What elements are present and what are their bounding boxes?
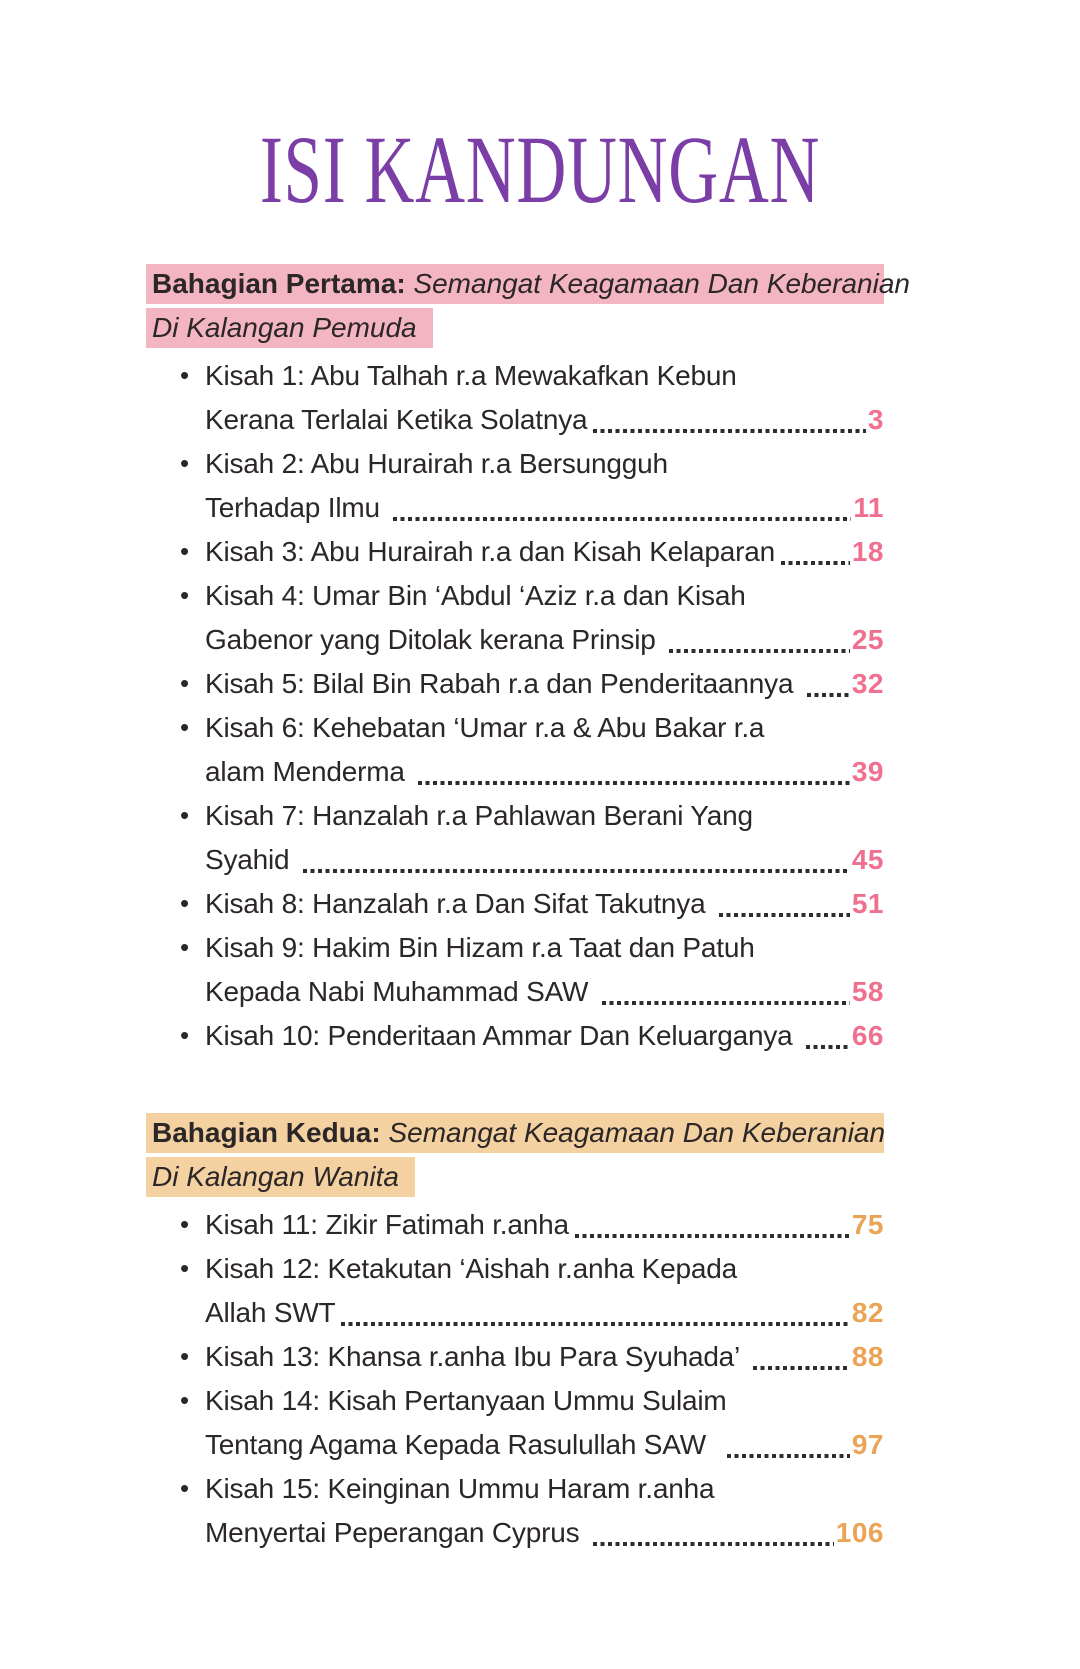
toc-item-line xyxy=(146,1511,884,1555)
toc-item-line xyxy=(146,1467,884,1511)
toc-item-text: Kisah 12: Ketakutan ‘Aishah r.anha Kepada xyxy=(205,1253,737,1284)
toc-content xyxy=(146,264,910,1555)
bullet-icon: • xyxy=(180,800,190,830)
toc-item-text: Kisah 3: Abu Hurairah r.a dan Kisah Kelaparan xyxy=(205,536,776,567)
page-number: 97 xyxy=(851,1429,884,1460)
toc-item-text: Gabenor yang Ditolak kerana Prinsip xyxy=(205,624,664,655)
dot-leader xyxy=(418,781,850,785)
bullet-icon: • xyxy=(180,668,190,698)
bullet-icon: • xyxy=(180,448,190,478)
bullet-icon: • xyxy=(180,1473,190,1503)
bullet-icon: • xyxy=(180,888,190,918)
toc-item-line xyxy=(146,530,884,574)
bullet-icon: • xyxy=(180,1209,190,1239)
toc-item-text: Kisah 5: Bilal Bin Rabah r.a dan Penderitaannya xyxy=(205,668,801,699)
page-number: 25 xyxy=(851,624,884,655)
toc-section-pertama xyxy=(146,264,910,1058)
toc-item-text: Kisah 4: Umar Bin ‘Abdul ‘Aziz r.a dan Kisah xyxy=(205,580,746,611)
toc-item-text: Allah SWT xyxy=(205,1297,336,1328)
page-number: 58 xyxy=(851,976,884,1007)
page-number: 11 xyxy=(853,492,884,523)
toc-item-line xyxy=(146,1423,884,1467)
bullet-icon: • xyxy=(180,1020,190,1050)
page-number: 82 xyxy=(851,1297,884,1328)
page-number: 18 xyxy=(851,536,884,567)
bullet-icon: • xyxy=(180,1385,190,1415)
toc-item-text: Kisah 13: Khansa r.anha Ibu Para Syuhada’ xyxy=(205,1341,747,1372)
toc-item-text: Menyertai Peperangan Cyprus xyxy=(205,1517,587,1548)
dot-leader xyxy=(341,1322,849,1326)
dot-leader xyxy=(593,1542,834,1546)
bullet-icon: • xyxy=(180,1341,190,1371)
toc-item-text: Kepada Nabi Muhammad SAW xyxy=(205,976,596,1007)
toc-item-line xyxy=(146,354,884,398)
page-number: 39 xyxy=(851,756,884,787)
dot-leader xyxy=(807,693,850,697)
bullet-icon: • xyxy=(180,360,190,390)
bullet-icon: • xyxy=(180,536,190,566)
toc-item-line xyxy=(146,1379,884,1423)
toc-item-line xyxy=(146,486,884,530)
page-number: 88 xyxy=(851,1341,884,1372)
dot-leader xyxy=(669,649,850,653)
section-heading-line1 xyxy=(146,264,910,304)
toc-item-line xyxy=(146,970,884,1014)
toc-item-text: Kisah 6: Kehebatan ‘Umar r.a & Abu Bakar r.a xyxy=(205,712,765,743)
toc-item-line xyxy=(146,662,884,706)
bullet-icon: • xyxy=(180,580,190,610)
dot-leader xyxy=(781,561,850,565)
dot-leader xyxy=(593,429,866,433)
dot-leader xyxy=(719,913,850,917)
toc-item-line xyxy=(146,926,884,970)
section-heading-line2 xyxy=(146,308,884,352)
section-heading-line1 xyxy=(146,1113,884,1153)
dot-leader xyxy=(727,1454,850,1458)
toc-item-text: Kisah 1: Abu Talhah r.a Mewakafkan Kebun xyxy=(205,360,737,391)
dot-leader xyxy=(806,1045,850,1049)
bullet-icon: • xyxy=(180,932,190,962)
section-heading-subtitle: Di Kalangan Wanita xyxy=(146,1157,415,1197)
toc-item-line xyxy=(146,618,884,662)
page-number: 3 xyxy=(867,404,884,435)
dot-leader xyxy=(393,517,851,521)
toc-item-text: Syahid xyxy=(205,844,297,875)
section-heading-subtitle: Di Kalangan Pemuda xyxy=(146,308,433,348)
section-heading-line2 xyxy=(146,1157,884,1201)
bullet-icon: • xyxy=(180,1253,190,1283)
toc-item-line xyxy=(146,574,884,618)
toc-item-line xyxy=(146,1291,884,1335)
toc-item-line xyxy=(146,442,884,486)
toc-item-line xyxy=(146,882,884,926)
toc-item-text: Kisah 10: Penderitaan Ammar Dan Keluarganya xyxy=(205,1020,801,1051)
toc-item-text: Kisah 8: Hanzalah r.a Dan Sifat Takutnya xyxy=(205,888,714,919)
toc-item-line xyxy=(146,750,884,794)
page-title: ISI KANDUNGAN xyxy=(259,116,821,223)
section-heading-italic: Semangat Keagamaan Dan Keberanian xyxy=(405,268,910,299)
toc-item-line xyxy=(146,398,884,442)
toc-item-text: Kisah 15: Keinginan Ummu Haram r.anha xyxy=(205,1473,715,1504)
page-number: 66 xyxy=(851,1020,884,1051)
page-number: 32 xyxy=(851,668,884,699)
section-heading-bold: Bahagian Pertama: xyxy=(152,268,406,299)
bullet-icon: • xyxy=(180,712,190,742)
dot-leader xyxy=(575,1234,850,1238)
toc-item-line xyxy=(146,706,884,750)
toc-item-text: Tentang Agama Kepada Rasulullah SAW xyxy=(205,1429,722,1460)
section-heading-italic: Semangat Keagamaan Dan Keberanian xyxy=(380,1117,886,1148)
section-heading-bold: Bahagian Kedua: xyxy=(152,1117,381,1148)
dot-leader xyxy=(753,1366,850,1370)
toc-item-text: Kisah 7: Hanzalah r.a Pahlawan Berani Yang xyxy=(205,800,753,831)
page-number: 45 xyxy=(851,844,884,875)
toc-item-text: Kisah 2: Abu Hurairah r.a Bersungguh xyxy=(205,448,668,479)
toc-item-line xyxy=(146,838,884,882)
toc-item-text: Kisah 11: Zikir Fatimah r.anha xyxy=(205,1209,569,1240)
toc-section-kedua xyxy=(146,1113,884,1555)
toc-item-line xyxy=(146,1014,884,1058)
toc-item-line xyxy=(146,1203,884,1247)
toc-item-text: Kisah 14: Kisah Pertanyaan Ummu Sulaim xyxy=(205,1385,727,1416)
toc-item-text: Terhadap Ilmu xyxy=(205,492,388,523)
toc-item-line xyxy=(146,1335,884,1379)
dot-leader xyxy=(602,1001,850,1005)
dot-leader xyxy=(303,869,850,873)
toc-item-line xyxy=(146,1247,884,1291)
page-number: 51 xyxy=(851,888,884,919)
toc-item-text: Kisah 9: Hakim Bin Hizam r.a Taat dan Patuh xyxy=(205,932,755,963)
page-number: 75 xyxy=(851,1209,884,1240)
toc-item-text: Kerana Terlalai Ketika Solatnya xyxy=(205,404,588,435)
toc-item-line xyxy=(146,794,884,838)
page-number: 106 xyxy=(835,1517,884,1548)
toc-item-text: alam Menderma xyxy=(205,756,413,787)
